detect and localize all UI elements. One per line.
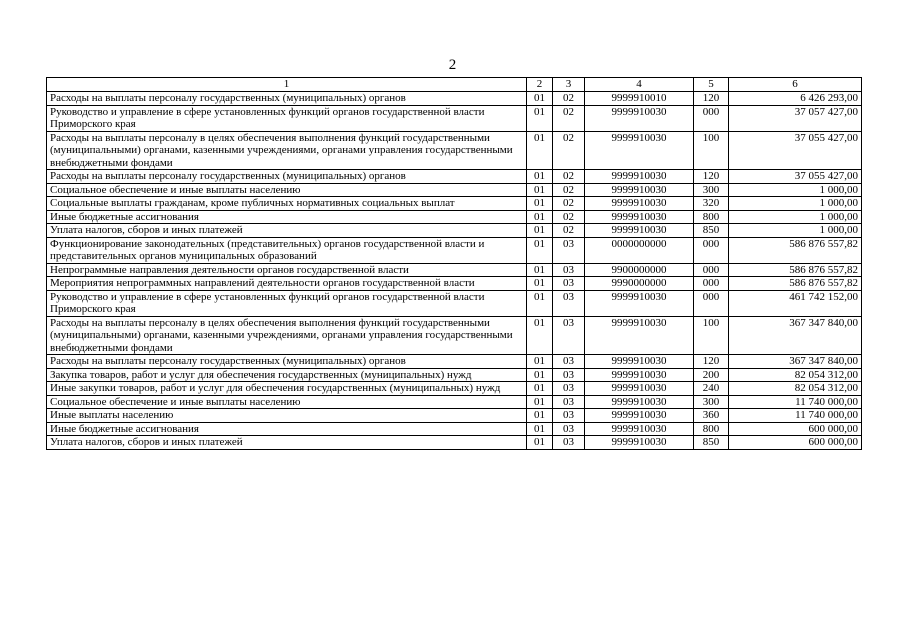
target-code-cell: 9999910030: [585, 422, 694, 436]
subsection-code-cell: 03: [553, 368, 585, 382]
expense-name-cell: Непрограммные направления деятельности органов государственной власти: [47, 263, 527, 277]
section-code-cell: 01: [527, 263, 553, 277]
target-code-cell: 9999910030: [585, 197, 694, 211]
table-row: [47, 131, 862, 170]
expense-name-cell: Расходы на выплаты персоналу в целях обеспечения выполнения функций государственными (муниципальными) органами, казенными учреждениями, органами управления государственными внебюджетными фондами: [47, 131, 527, 170]
table-row: [47, 409, 862, 423]
subsection-code-cell: 02: [553, 92, 585, 106]
expense-type-cell: 850: [694, 224, 729, 238]
section-code-cell: 01: [527, 183, 553, 197]
expense-name-cell: Социальное обеспечение и иные выплаты населению: [47, 395, 527, 409]
target-code-cell: 9999910030: [585, 210, 694, 224]
subsection-code-cell: 03: [553, 422, 585, 436]
expense-name-cell: Иные бюджетные ассигнования: [47, 210, 527, 224]
section-code-cell: 01: [527, 197, 553, 211]
amount-cell: 1 000,00: [729, 224, 862, 238]
target-code-cell: 9999910030: [585, 409, 694, 423]
expense-type-cell: 800: [694, 422, 729, 436]
amount-cell: 37 055 427,00: [729, 131, 862, 170]
subsection-code-cell: 02: [553, 183, 585, 197]
table-row: [47, 263, 862, 277]
subsection-code-cell: 03: [553, 277, 585, 291]
subsection-code-cell: 02: [553, 131, 585, 170]
subsection-code-cell: 03: [553, 395, 585, 409]
section-code-cell: 01: [527, 210, 553, 224]
section-code-cell: 01: [527, 382, 553, 396]
section-code-cell: 01: [527, 131, 553, 170]
section-code-cell: 01: [527, 422, 553, 436]
expense-type-cell: 120: [694, 170, 729, 184]
subsection-code-cell: 03: [553, 409, 585, 423]
expense-name-cell: Социальные выплаты гражданам, кроме публичных нормативных социальных выплат: [47, 197, 527, 211]
table-row: [47, 382, 862, 396]
expense-type-cell: 850: [694, 436, 729, 450]
table-row: [47, 170, 862, 184]
expense-type-cell: 300: [694, 395, 729, 409]
expense-name-cell: Руководство и управление в сфере установленных функций органов государственной власти Приморского края: [47, 290, 527, 316]
column-header: 3: [553, 78, 585, 92]
section-code-cell: 01: [527, 237, 553, 263]
amount-cell: 11 740 000,00: [729, 409, 862, 423]
subsection-code-cell: 03: [553, 237, 585, 263]
expense-name-cell: Расходы на выплаты персоналу в целях обеспечения выполнения функций государственными (муниципальными) органами, казенными учреждениями, органами управления государственными внебюджетными фондами: [47, 316, 527, 355]
target-code-cell: 9999910030: [585, 382, 694, 396]
subsection-code-cell: 03: [553, 290, 585, 316]
amount-cell: 600 000,00: [729, 436, 862, 450]
amount-cell: 37 055 427,00: [729, 170, 862, 184]
table-row: [47, 316, 862, 355]
table-row: [47, 355, 862, 369]
section-code-cell: 01: [527, 368, 553, 382]
budget-table: [46, 77, 862, 450]
table-row: [47, 237, 862, 263]
expense-name-cell: Расходы на выплаты персоналу государственных (муниципальных) органов: [47, 92, 527, 106]
table-row: [47, 422, 862, 436]
expense-name-cell: Расходы на выплаты персоналу государственных (муниципальных) органов: [47, 355, 527, 369]
target-code-cell: 9999910030: [585, 395, 694, 409]
expense-type-cell: 360: [694, 409, 729, 423]
section-code-cell: 01: [527, 105, 553, 131]
amount-cell: 82 054 312,00: [729, 368, 862, 382]
subsection-code-cell: 03: [553, 436, 585, 450]
section-code-cell: 01: [527, 170, 553, 184]
section-code-cell: 01: [527, 224, 553, 238]
expense-type-cell: 240: [694, 382, 729, 396]
expense-type-cell: 320: [694, 197, 729, 211]
table-row: [47, 368, 862, 382]
amount-cell: 367 347 840,00: [729, 316, 862, 355]
table-row: [47, 224, 862, 238]
target-code-cell: 9999910030: [585, 290, 694, 316]
table-row: [47, 395, 862, 409]
table-row: [47, 277, 862, 291]
expense-type-cell: 000: [694, 237, 729, 263]
target-code-cell: 9999910030: [585, 105, 694, 131]
table-row: [47, 183, 862, 197]
subsection-code-cell: 02: [553, 224, 585, 238]
column-header: 2: [527, 78, 553, 92]
column-header: 6: [729, 78, 862, 92]
expense-type-cell: 000: [694, 105, 729, 131]
target-code-cell: 0000000000: [585, 237, 694, 263]
amount-cell: 461 742 152,00: [729, 290, 862, 316]
amount-cell: 37 057 427,00: [729, 105, 862, 131]
amount-cell: 11 740 000,00: [729, 395, 862, 409]
section-code-cell: 01: [527, 436, 553, 450]
expense-name-cell: Уплата налогов, сборов и иных платежей: [47, 224, 527, 238]
expense-name-cell: Мероприятия непрограммных направлений деятельности органов государственной власти: [47, 277, 527, 291]
target-code-cell: 9999910030: [585, 131, 694, 170]
subsection-code-cell: 02: [553, 105, 585, 131]
target-code-cell: 9999910030: [585, 183, 694, 197]
section-code-cell: 01: [527, 277, 553, 291]
column-header: 1: [47, 78, 527, 92]
amount-cell: 600 000,00: [729, 422, 862, 436]
table-body: [47, 92, 862, 450]
expense-type-cell: 120: [694, 355, 729, 369]
page-number: 2: [448, 57, 457, 73]
target-code-cell: 9999910010: [585, 92, 694, 106]
amount-cell: 586 876 557,82: [729, 277, 862, 291]
expense-type-cell: 000: [694, 290, 729, 316]
expense-type-cell: 000: [694, 277, 729, 291]
target-code-cell: 9999910030: [585, 170, 694, 184]
amount-cell: 367 347 840,00: [729, 355, 862, 369]
section-code-cell: 01: [527, 290, 553, 316]
column-header: 4: [585, 78, 694, 92]
subsection-code-cell: 02: [553, 210, 585, 224]
target-code-cell: 9999910030: [585, 436, 694, 450]
target-code-cell: 9999910030: [585, 316, 694, 355]
expense-type-cell: 100: [694, 131, 729, 170]
table-header-row: [47, 78, 862, 92]
amount-cell: 82 054 312,00: [729, 382, 862, 396]
target-code-cell: 9999910030: [585, 355, 694, 369]
expense-name-cell: Иные выплаты населению: [47, 409, 527, 423]
section-code-cell: 01: [527, 409, 553, 423]
expense-type-cell: 300: [694, 183, 729, 197]
subsection-code-cell: 02: [553, 197, 585, 211]
subsection-code-cell: 03: [553, 263, 585, 277]
table-row: [47, 92, 862, 106]
section-code-cell: 01: [527, 395, 553, 409]
subsection-code-cell: 03: [553, 316, 585, 355]
target-code-cell: 9900000000: [585, 263, 694, 277]
section-code-cell: 01: [527, 92, 553, 106]
column-header: 5: [694, 78, 729, 92]
expense-name-cell: Руководство и управление в сфере установленных функций органов государственной власти Приморского края: [47, 105, 527, 131]
expense-name-cell: Закупка товаров, работ и услуг для обеспечения государственных (муниципальных) нужд: [47, 368, 527, 382]
amount-cell: 586 876 557,82: [729, 237, 862, 263]
expense-type-cell: 100: [694, 316, 729, 355]
table-row: [47, 290, 862, 316]
section-code-cell: 01: [527, 316, 553, 355]
amount-cell: 1 000,00: [729, 210, 862, 224]
expense-name-cell: Расходы на выплаты персоналу государственных (муниципальных) органов: [47, 170, 527, 184]
amount-cell: 6 426 293,00: [729, 92, 862, 106]
expense-name-cell: Социальное обеспечение и иные выплаты населению: [47, 183, 527, 197]
expense-type-cell: 800: [694, 210, 729, 224]
expense-type-cell: 000: [694, 263, 729, 277]
expense-type-cell: 120: [694, 92, 729, 106]
expense-name-cell: Иные закупки товаров, работ и услуг для обеспечения государственных (муниципальных) нужд: [47, 382, 527, 396]
subsection-code-cell: 03: [553, 382, 585, 396]
table-row: [47, 210, 862, 224]
expense-name-cell: Функционирование законодательных (представительных) органов государственной власти и представительных органов муниципальных образований: [47, 237, 527, 263]
table-row: [47, 436, 862, 450]
amount-cell: 586 876 557,82: [729, 263, 862, 277]
table-row: [47, 105, 862, 131]
subsection-code-cell: 03: [553, 355, 585, 369]
subsection-code-cell: 02: [553, 170, 585, 184]
expense-name-cell: Иные бюджетные ассигнования: [47, 422, 527, 436]
table-row: [47, 197, 862, 211]
amount-cell: 1 000,00: [729, 197, 862, 211]
target-code-cell: 9990000000: [585, 277, 694, 291]
expense-name-cell: Уплата налогов, сборов и иных платежей: [47, 436, 527, 450]
amount-cell: 1 000,00: [729, 183, 862, 197]
expense-type-cell: 200: [694, 368, 729, 382]
target-code-cell: 9999910030: [585, 368, 694, 382]
section-code-cell: 01: [527, 355, 553, 369]
target-code-cell: 9999910030: [585, 224, 694, 238]
